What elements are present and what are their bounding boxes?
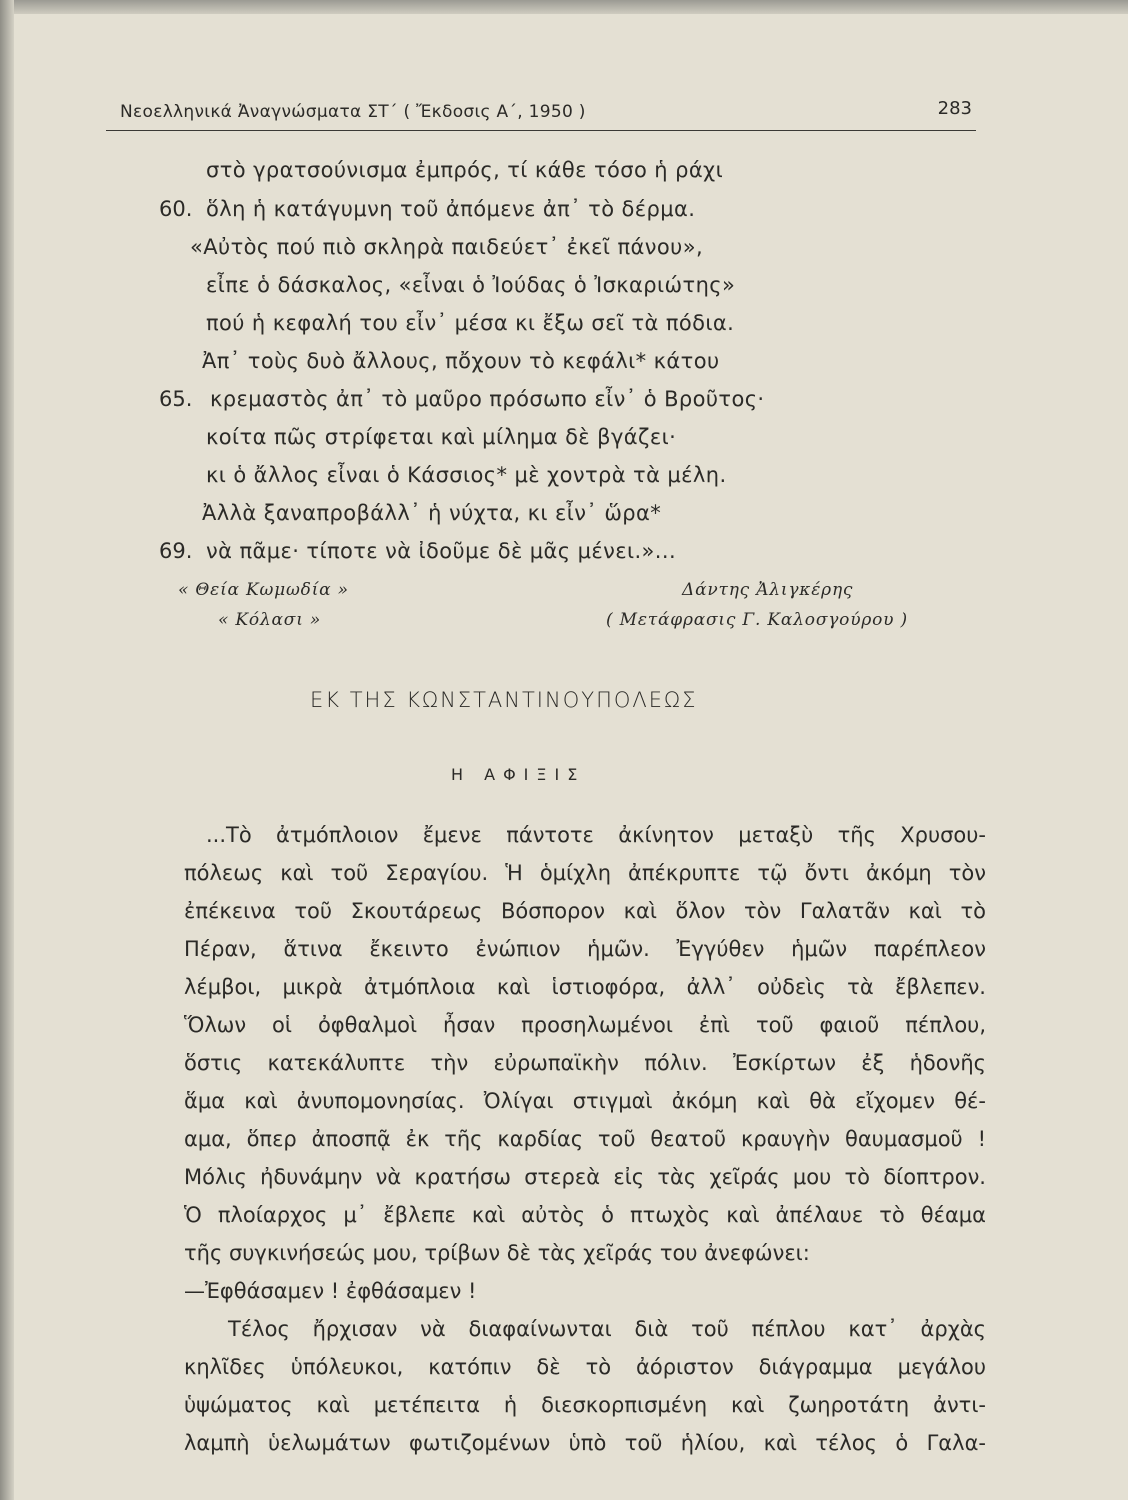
prose-line: Πέραν, ἅτινα ἔκειντο ἐνώπιον ἡμῶν. Ἐγγύθεν ἡμῶν παρέπλεον — [184, 937, 986, 961]
section-title: ΕΚ ΤΗΣ ΚΩΝΣΤΑΝΤΙΝΟΥΠΟΛΕΩΣ — [310, 688, 698, 712]
running-head-title: Νεοελληνικά Ἀναγνώσματα ΣΤ΄ ( Ἔκδοσις Α΄, 1950 ) — [120, 102, 586, 122]
scan-left-edge — [0, 0, 14, 1500]
attribution-translator: ( Μετάφρασις Γ. Καλοσγούρου ) — [606, 610, 908, 630]
verse-line: Ἀπ᾽ τοὺς δυὸ ἄλλους, πὄχουν τὸ κεφάλι* κάτου — [202, 349, 720, 373]
attribution-author: Δάντης Ἀλιγκέρης — [682, 580, 854, 600]
verse-line: «Αὐτὸς πού πιὸ σκληρὰ παιδεύετ᾽ ἐκεῖ πάνου», — [190, 235, 704, 259]
prose-line: ...Τὸ ἀτμόπλοιον ἔμενε πάντοτε ἀκίνητον μεταξὺ τῆς Χρυσου- — [206, 823, 986, 847]
verse-line: πού ἡ κεφαλή του εἶν᾽ μέσα κι ἔξω σεῖ τὰ πόδια. — [206, 311, 735, 335]
verse-line: Ἀλλὰ ξαναπροβάλλ᾽ ἡ νύχτα, κι εἶν᾽ ὥρα* — [202, 501, 662, 525]
prose-line: ὅστις κατεκάλυπτε τὴν εὐρωπαϊκὴν πόλιν. Ἐσκίρτων ἐξ ἡδονῆς — [184, 1051, 986, 1075]
verse-line-number: 69. — [159, 539, 193, 563]
verse-line-number: 65. — [159, 387, 193, 411]
prose-line: Ὅλων οἱ ὀφθαλμοὶ ἦσαν προσηλωμένοι ἐπὶ τοῦ φαιοῦ πέπλου, — [184, 1013, 986, 1037]
verse-line: στὸ γρατσούνισμα ἐμπρός, τί κάθε τόσο ἡ ράχι — [206, 158, 724, 182]
prose-line: Μόλις ἠδυνάμην νὰ κρατήσω στερεὰ εἰς τὰς χεῖράς μου τὸ δίοπτρον. — [184, 1165, 986, 1189]
attribution-work: « Θεία Κωμωδία » — [178, 580, 349, 600]
prose-line: Ὁ πλοίαρχος μ᾽ ἔβλεπε καὶ αὐτὸς ὁ πτωχὸς καὶ ἀπέλαυε τὸ θέαμα — [184, 1203, 986, 1227]
verse-line: κι ὁ ἄλλος εἶναι ὁ Κάσσιος* μὲ χοντρὰ τὰ μέλη. — [206, 463, 727, 487]
prose-line: ἅμα καὶ ἀνυπομονησίας. Ὀλίγαι στιγμαὶ ἀκόμη καὶ θὰ εἴχομεν θέ- — [184, 1089, 986, 1113]
prose-line: —Ἐφθάσαμεν ! ἐφθάσαμεν ! — [184, 1279, 477, 1303]
prose-line: τῆς συγκινήσεώς μου, τρίβων δὲ τὰς χεῖράς του ἀνεφώνει: — [184, 1241, 810, 1265]
verse-line: εἶπε ὁ δάσκαλος, «εἶναι ὁ Ἰούδας ὁ Ἰσκαριώτης» — [206, 273, 736, 297]
prose-line: ἐπέκεινα τοῦ Σκουτάρεως Βόσπορον καὶ ὅλον τὸν Γαλατᾶν καὶ τὸ — [184, 899, 986, 923]
prose-line: κηλῖδες ὑπόλευκοι, κατόπιν δὲ τὸ ἀόριστον διάγραμμα μεγάλου — [184, 1355, 986, 1379]
verse-line-number: 60. — [159, 197, 193, 221]
verse-line: ὅλη ἡ κατάγυμνη τοῦ ἀπόμενε ἀπ᾽ τὸ δέρμα. — [206, 197, 696, 221]
verse-line: κρεμαστὸς ἀπ᾽ τὸ μαῦρο πρόσωπο εἶν᾽ ὁ Βροῦτος· — [210, 387, 765, 411]
scan-top-edge — [0, 0, 1128, 14]
prose-line: ὑψώματος καὶ μετέπειτα ἡ διεσκορπισμένη καὶ ζωηροτάτη ἀντι- — [184, 1393, 986, 1417]
section-subtitle: Η ΑΦΙΞΙΣ — [451, 765, 586, 784]
prose-line: λαμπὴ ὑελωμάτων φωτιζομένων ὑπὸ τοῦ ἡλίου, καὶ τέλος ὁ Γαλα- — [184, 1431, 986, 1455]
attribution-part: « Κόλασι » — [218, 610, 322, 630]
prose-line: αμα, ὅπερ ἀποσπᾷ ἐκ τῆς καρδίας τοῦ θεατοῦ κραυγὴν θαυμασμοῦ ! — [184, 1127, 986, 1151]
prose-line: Τέλος ἤρχισαν νὰ διαφαίνωνται διὰ τοῦ πέπλου κατ᾽ ἀρχὰς — [228, 1317, 986, 1341]
prose-line: πόλεως καὶ τοῦ Σεραγίου. Ἡ ὁμίχλη ἀπέκρυπτε τῷ ὄντι ἀκόμη τὸν — [184, 861, 986, 885]
prose-line: λέμβοι, μικρὰ ἀτμόπλοια καὶ ἱστιοφόρα, ἀλλ᾽ οὐδεὶς τὰ ἔβλεπεν. — [184, 975, 986, 999]
running-head — [106, 100, 976, 131]
verse-line: κοίτα πῶς στρίφεται καὶ μίλημα δὲ βγάζει· — [206, 425, 677, 449]
page-number: 283 — [937, 98, 972, 119]
verse-line: νὰ πᾶμε· τίποτε νὰ ἰδοῦμε δὲ μᾶς μένει.»... — [206, 539, 677, 563]
